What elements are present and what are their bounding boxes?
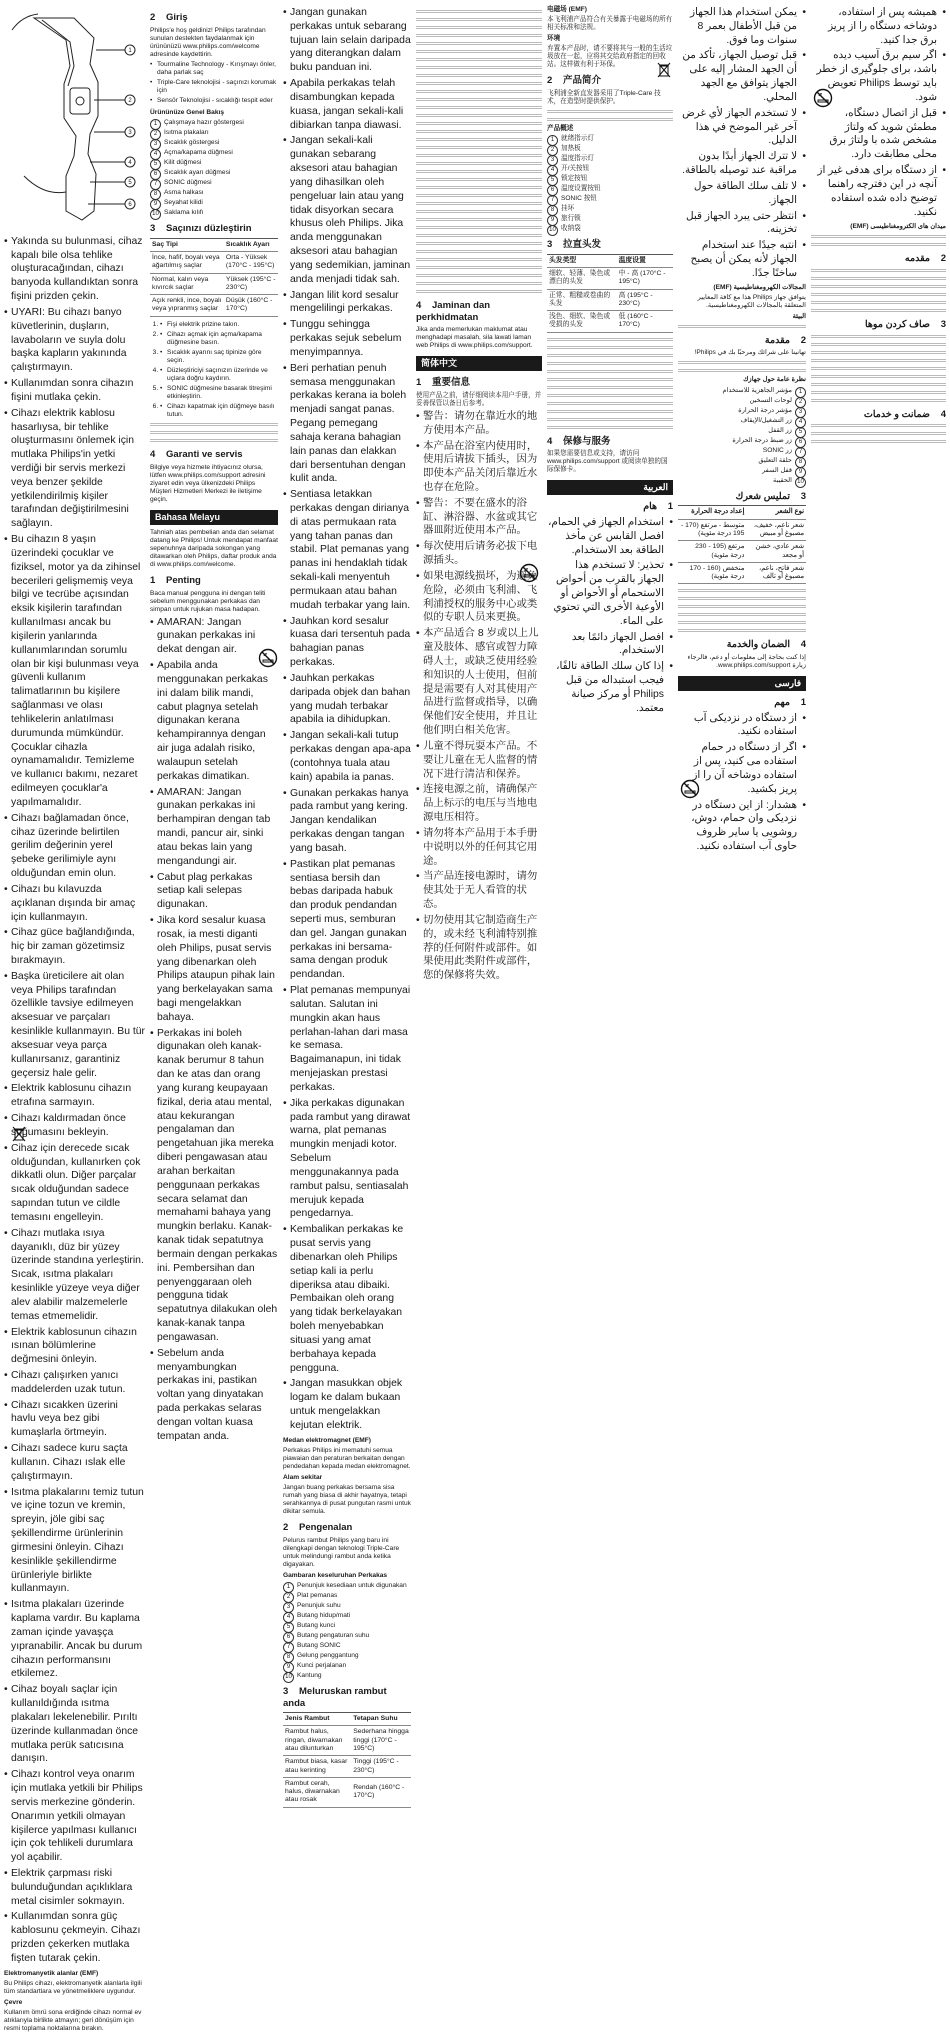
list-item: • Cihaz boyalı saçlar için kullanıldığında ısıtma plakaları lekelenebilir. Pırıltı üzerinde kullanmadan önce mutlaka perük satıcısına danışın. — [4, 1683, 145, 1766]
table-row: 正常、粗糙或卷曲的头发 高 (195°C - 230°C) — [547, 289, 673, 311]
chinese-important-text: 使用产品之前，请仔细阅读本用户手册，并妥善保管以备日后参考。 — [416, 391, 542, 407]
list-item: • Sensör Teknolojisi - sıcaklığı tespit eder — [150, 97, 278, 105]
list-item: 2 Plat pemanas — [283, 1592, 411, 1600]
list-item: • Apabila anda menggunakan perkakas ini dalam bilik mandi, cabut plagnya setelah digunakan kerana kehampirannya dengan air juga adalah risiko, walaupun setelah perkakas dimatikan. — [150, 659, 278, 783]
table-row: 浅色、细软、染色或受损的头发 低 (160°C - 170°C) — [547, 311, 673, 333]
list-item: • Jauhkan perkakas daripada objek dan bahan yang mudah terbakar apabila ia dihidupkan. — [283, 672, 411, 727]
list-item: • Cihazı kaldırmadan önce soğumasını bekleyin. — [4, 1112, 145, 1140]
list-item: • اگر از دستگاه در حمام استفاده می کنید، پس از استفاده دوشاخه آن را از پریز بکشید. — [678, 741, 806, 796]
list-item: • 5. SONIC düğmesine basarak titreşimi etkinleştirin. — [160, 385, 278, 401]
svg-text:1: 1 — [128, 48, 132, 54]
malay-emf-text: Perkakas Philips ini mematuhi semua piawaian dan peraturan berkaitan dengan pendedahan kepada medan elektromagnet. — [283, 1446, 411, 1470]
turkish-steps — [150, 321, 278, 419]
list-item: • AMARAN: Jangan gunakan perkakas ini dekat dengan air. — [150, 616, 278, 657]
farsi-emf-title: میدان های الکترومغناطیسی (EMF) — [850, 223, 946, 231]
list-item: • لا تلف سلك الطاقة حول الجهاز. — [678, 180, 806, 208]
list-item: • Jauhkan kord sesalur kuasa dari tersentuh pada bahagian panas perkakas. — [283, 615, 411, 670]
list-item: • Pastikan plat pemanas sentiasa bersih dan bebas daripada habuk dan produk pendandan seperti mus, semburan dan gel. Jangan gunakan perkakas ini bersama-sama dengan produk pendandan. — [283, 858, 411, 982]
chinese-emf-title: 电磁场 (EMF) — [547, 6, 587, 13]
list-item: 9 旅行锁 — [547, 215, 673, 223]
chinese-env-text: 弃置本产品时，请不要将其与一般的生活垃圾放在一起，应将其交给政府指定的回收站。这样做有利于环保。 — [547, 45, 673, 69]
arabic-section-3-heading: 3تمليس شعرك — [735, 490, 806, 502]
list-item: 7 زر SONIC — [678, 447, 806, 455]
list-item: 9 Kunci perjalanan — [283, 1662, 411, 1670]
arabic-section-1-heading: 1هام — [643, 501, 673, 513]
list-item: • Beri perhatian penuh semasa menggunakan perkakas kerana ia boleh menjadi sangat panas. Pegang pemegang sahaja kerana bahagian lain panas dan elakkan dari bersentuhan dengan kulit anda. — [283, 362, 411, 486]
malay-temperature-table — [283, 1712, 411, 1808]
table-row: شعر ناعم، خفيف، مصبوغ أو مبيض متوسط - مرتفع (170 - 195 درجة مئوية) — [678, 519, 806, 541]
malay-safety-list-a — [150, 616, 278, 1444]
list-item: • Plat pemanas mempunyai salutan. Salutan ini mungkin akan haus perlahan-lahan dari masa ke semasa. Bagaimanapun, ini tidak menjejaskan prestasi perkakas. — [283, 984, 411, 1095]
malay-intro-text: Pelurus rambut Philips yang baru ini dilengkapi dengan teknologi Triple-Care untuk melindungi rambut anda ketika digayakan. — [283, 1536, 400, 1568]
turkish-emf-title: Elektromanyetik alanlar (EMF) — [4, 1969, 99, 1977]
malay-intro: Tahniah atas pembelian anda dan selamat datang ke Philips! Untuk mendapat manfaat sepenuhnya daripada sokongan yang ditawarkan oleh Philips, daftar produk anda di www.philips.com/welcome. — [150, 528, 278, 568]
malay-section-1-heading: 1 Penting — [150, 574, 201, 586]
list-item: • 如果电源线损坏，为避免危险，必须由飞利浦、飞利浦授权的服务中心或类似的专职人员来更换。 — [416, 570, 542, 625]
list-item: • Cihazı bağlamadan önce, cihaz üzerinde belirtilen gerilim değerinin yerel şebeke gerilimiyle aynı olduğundan emin olun. — [4, 812, 145, 881]
malay-safety-list-b — [283, 6, 411, 1433]
table-header: نوع الشعر — [746, 506, 806, 519]
list-item: 1 就绪指示灯 — [547, 135, 673, 143]
list-item: 2 لوحات التسخين — [678, 397, 806, 405]
arabic-section-2-heading: 2مقدمة — [764, 334, 806, 346]
list-item: • Cihazı bu kılavuzda açıklanan dışında bir amaç için kullanmayın. — [4, 883, 145, 924]
turkish-features — [150, 61, 278, 105]
list-item: • 本产品在浴室内使用时，使用后请拔下插头，因为即使本产品关闭后靠近水也存在危险。 — [416, 440, 542, 495]
arabic-intro-text: تهانينا على شرائك ومرحبًا بك في Philips! — [694, 349, 806, 357]
svg-text:6: 6 — [128, 202, 132, 208]
farsi-section-4-heading: 4ضمانت و خدمات — [863, 408, 946, 420]
list-item: • Cihazı mutlaka ısıya dayanıklı, düz bir yüzey üzerinde standına yerleştirin. Sıcak, ısıtma plakaları kesinlikle yüzeye veya diğer alev alabilir malzemelerle temas etmemelidir. — [4, 1227, 145, 1324]
list-item: 4 Butang hidup/mati — [283, 1612, 411, 1620]
crossed-bin-icon — [657, 62, 671, 78]
list-item: 1 Çalışmaya hazır göstergesi — [150, 119, 278, 127]
list-item: 8 حلقة التعليق — [678, 457, 806, 465]
list-item: • Tourmaline Technology - Kırışmayı önler, daha parlak saç — [150, 61, 278, 77]
list-item: 9 قفل السفر — [678, 467, 806, 475]
malay-parts-title: Gambaran keseluruhan Perkakas — [283, 1571, 388, 1579]
table-header: Saç Tipi — [150, 238, 224, 251]
chinese-parts-list — [547, 135, 673, 233]
list-item: • UYARI: Bu cihazı banyo küvetlerinin, duşların, lavaboların ve suyla dolu başka kapların yakınında çalıştırmayın. — [4, 306, 145, 375]
turkish-column-1 — [4, 6, 145, 2032]
arabic-safety-list — [547, 516, 673, 716]
no-bath-warning-icon — [519, 563, 539, 583]
list-item: • Kembalikan perkakas ke pusat servis yang dibenarkan oleh Philips setiap kali ia perlu diperiksa atau dibaiki. Pembaikan oleh orang yang tidak berkelayakan boleh menyebabkan situasi yang amat berbahaya kepada pengguna. — [283, 1223, 411, 1375]
chinese-section-1-heading: 1 重要信息 — [416, 377, 471, 389]
table-header: Tetapan Suhu — [351, 1713, 411, 1726]
arabic-parts-list — [678, 387, 806, 485]
list-item: • Elektrik kablosunu cihazın etrafına sarmayın. — [4, 1082, 145, 1110]
list-item: • از دستگاه برای هدفی غیر از آنچه در این دفترچه راهنما توضیح داده شده استفاده نکنید. — [811, 164, 946, 219]
chinese-warranty-text: 如果您需要信息或支持，请访问 www.philips.com/support 或阅读单独的国际保修卡。 — [547, 450, 668, 474]
list-item: • Kullanımdan sonra cihazın fişini mutlaka çekin. — [4, 377, 145, 405]
list-item: • Jika perkakas digunakan pada rambut yang dirawat warna, plat pemanas mungkin menjadi kotor. Sebelum menggunakannya pada rambut palsu, sentiasalah merujuk kepada pengedarnya. — [283, 1097, 411, 1221]
list-item: • Jangan masukkan objek logam ke dalam bukaan untuk mengelakkan kejutan elektrik. — [283, 1377, 411, 1432]
list-item: 2 加热板 — [547, 145, 673, 153]
list-item: • Jangan sekali-kali gunakan sebarang aksesori atau bahagian yang dihasilkan oleh pengeluar lain atau yang tidak disyorkan secara khusus oleh Philips. Jika anda menggunakan aksesori atau bahagian yang sedemikian, jaminan anda menjadi tidak sah. — [283, 134, 411, 286]
table-row: شعر فاتح، ناعم، مصبوغ أو تالف منخفض (160 - 170 درجة مئوية) — [678, 562, 806, 584]
list-item: 8 Asma halkası — [150, 189, 278, 197]
list-item: • Cihazı sıcakken üzerini havlu veya bez gibi kumaşlarla örtmeyin. — [4, 1399, 145, 1440]
list-item: 4 开/关按钮 — [547, 165, 673, 173]
turkish-section-2-heading: 2 Giriş — [150, 12, 188, 23]
list-item: 10 Saklama kılıfı — [150, 209, 278, 217]
list-item: • 儿童不得玩耍本产品。不要让儿童在无人监督的情况下进行清洁和保养。 — [416, 740, 542, 781]
list-item: 1 مؤشر الجاهزية للاستخدام — [678, 387, 806, 395]
list-item: • انتظر حتى يبرد الجهاز قبل تخزينه. — [678, 210, 806, 238]
malay-emf-title: Medan elektromagnet (EMF) — [283, 1436, 371, 1444]
list-item: 7 SONIC 按钮 — [547, 195, 673, 203]
list-item: • 每次使用后请务必拔下电源插头。 — [416, 540, 542, 568]
list-item: • Isıtma plakalarını temiz tutun ve içine tozun ve kremin, spreyin, jöle gibi saç şekillendirme ürünlerinin girmesini önleyin. Cihazı kesinlikle şekillendirme ürünleriyle birlikte kullanmayın. — [4, 1486, 145, 1597]
farsi-section-3-heading: 3صاف کردن موها — [865, 319, 946, 331]
table-header: 温度设置 — [617, 254, 673, 267]
list-item: • Elektrik çarpması riski bulunduğundan açıklıklara metal cisimler sokmayın. — [4, 1867, 145, 1908]
list-item: 2 Isıtma plakaları — [150, 129, 278, 137]
list-item: • 警告：请勿在靠近水的地方使用本产品。 — [416, 410, 542, 438]
list-item: • اگر سیم برق آسیب دیده باشد، برای جلوگیری از خطر باید توسط Philips تعویض شود. — [811, 49, 946, 104]
list-item: • Jika kord sesalur kuasa rosak, ia mesti diganti oleh Philips, pusat servis yang dibenarkan oleh Philips ataupun pihak lain yang berkelayakan sama bagi mengelakkan bahaya. — [150, 914, 278, 1025]
list-item: • قبل از اتصال دستگاه، مطمئن شوید که ولتاژ مشخص شده با ولتاژ برق محلی مطابقت دارد. — [811, 107, 946, 162]
list-item: • Gunakan perkakas hanya pada rambut yang kering. Jangan kendalikan perkakas dengan tangan yang basah. — [283, 787, 411, 856]
arabic-column — [678, 6, 806, 1146]
list-item: • 2. Cihazı açmak için açma/kapama düğmesine basın. — [160, 331, 278, 347]
chinese-section-3-heading: 3 拉直头发 — [547, 239, 602, 251]
list-item: • Başka üreticilere ait olan veya Philips tarafından özellikle tavsiye edilmeyen aksesuar ve parçaları kesinlikle kullanmayın. Bu tür aksesuar veya parça kullanırsanız, garantiniz geçersiz hale gelir. — [4, 970, 145, 1081]
list-item: 5 Butang kunci — [283, 1622, 411, 1630]
arabic-warranty-text: إذا كنت بحاجة إلى معلومات أو دعم، فالرجاء زيارة www.philips.com/support. — [687, 653, 806, 669]
table-row: Rambut halus, ringan, diwarnakan atau dilunturkan Sederhana hingga tinggi (170°C - 195°C) — [283, 1726, 411, 1756]
list-item: • Jangan lilit kord sesalur mengelilingi perkakas. — [283, 289, 411, 317]
list-item: 3 Sıcaklık göstergesi — [150, 139, 278, 147]
list-item: • Perkakas ini boleh digunakan oleh kanak-kanak berumur 8 tahun dan ke atas dan orang yang kurang keupayaan fizikal, deria atau mental, atau kekurangan pengalaman dan pengetahuan jika mereka diberi pengawasan atau arahan berkaitan penggunaan perkakas secara selamat dan memahami bahaya yang mungkin berlaku. Kanak-kanak tidak sepatutnya bermain dengan perkakas ini. Pembersihan dan penyenggaraan oleh pengguna tidak sepatutnya dilakukan oleh kanak-kanak tanpa pengawasan. — [150, 1027, 278, 1345]
table-row: Açık renkli, ince, boyalı veya yıpranmış saçlar Düşük (160°C - 170°C) — [150, 295, 278, 317]
turkish-column-2 — [150, 6, 278, 1442]
farsi-language-band: فارسی — [678, 676, 806, 691]
no-bath-warning-icon — [680, 779, 700, 799]
table-header: Sıcaklık Ayarı — [224, 238, 278, 251]
list-item: • Elektrik kablosunun cihazın ısınan bölümlerine değmesini önleyin. — [4, 1326, 145, 1367]
list-item: • Cabut plag perkakas setiap kali selepas digunakan. — [150, 871, 278, 912]
arabic-section-4-heading: 4الضمان والخدمة — [726, 639, 806, 651]
farsi-section-1-heading: 1مهم — [774, 696, 806, 708]
list-item: • Sebelum anda menyambungkan perkakas ini, pastikan voltan yang dinyatakan pada perkakas selaras dengan voltan kuasa tempatan anda. — [150, 1347, 278, 1444]
chinese-section-2-heading: 2 产品简介 — [547, 75, 602, 87]
list-item: 7 Butang SONIC — [283, 1642, 411, 1650]
table-header: إعداد درجة الحرارة — [678, 506, 746, 519]
table-row: Normal, kalın veya kıvırcık saçlar Yüksek (195°C - 230°C) — [150, 273, 278, 295]
turkish-intro: Philips'e hoş geldiniz! Philips tarafından sunulan destekten faydalanmak için ürününüzü www.philips.com/welcome adresinde kaydettirin. — [150, 26, 266, 58]
hair-straightener-illustration — [4, 6, 145, 228]
list-item: • Triple-Care teknolojisi - saçınızı korumak için — [150, 79, 278, 95]
malay-env-text: Jangan buang perkakas bersama sisa rumah yang biasa di akhir hayatnya, tetapi serahkannya di pusat pungutan rasmi untuk dikitar semula. — [283, 1483, 411, 1515]
malay-section-4-heading: 4 Jaminan dan perkhidmatan — [416, 300, 491, 323]
turkish-parts-title: Ürününüze Genel Bakış — [150, 108, 225, 116]
list-item: • استخدام الجهاز في الحمام، افصل القابس عن مأخذ الطاقة بعد الاستخدام. — [547, 516, 673, 557]
list-item: 6 Butang pengaturan suhu — [283, 1632, 411, 1640]
list-item: • 4. Düzleştiriciyi saçınızın üzerinde ve uçlara doğru kaydırın. — [160, 367, 278, 383]
chinese-env-title: 环境 — [547, 35, 561, 43]
turkish-env-text: Kullanım ömrü sona erdiğinde cihazı normal ev atıklarıyla birlikte atmayın; geri dönüşüm için resmi toplama noktalarına bırakın. — [4, 2008, 142, 2032]
list-item: • Isıtma plakaları üzerinde kaplama vardır. Bu kaplama zaman içinde yavaşça yıpranabilir. Ancak bu durum cihazın performansını etkilemez. — [4, 1598, 145, 1681]
list-item: • Cihazı elektrik kablosu hasarlıysa, bir tehlike oluşturmasını önlemek için mutlaka Philips'in yetki verdiği bir servis merkezi veya benzer şekilde yetkilendirilmiş kişiler tarafından değiştirilmesini sağlayın. — [4, 407, 145, 531]
list-item: • 请勿将本产品用于本手册中说明以外的任何其它用途。 — [416, 827, 542, 868]
table-header: 头发类型 — [547, 254, 617, 267]
chinese-intro-text: 飞利浦全新直发器采用了Triple-Care 技术，在造型时提供保护。 — [547, 89, 661, 105]
malay-section-3-heading: 3 Meluruskan rambut anda — [283, 1685, 387, 1709]
chinese-emf-text: 本飞利浦产品符合有关暴露于电磁场的所有相关标准和法规。 — [547, 16, 673, 32]
table-row: شعر عادي، خشن أو مجعد مرتفع (195 - 230 درجة مئوية) — [678, 541, 806, 563]
chinese-language-band: 简体中文 — [416, 356, 542, 371]
list-item: • هشدار: از این دستگاه در نزدیکی وان حمام، دوش، روشویی یا سایر ظروف حاوی آب استفاده نکنید. — [678, 799, 806, 854]
list-item: • Yakında su bulunmasi, cihaz kapalı bile olsa tehlike oluşturacağından, cihazı banyoda kullandıktan sonra fişini prizden çekin. — [4, 235, 145, 304]
list-item: • إذا كان سلك الطاقة تالفًا، فيجب استبداله من قبل Philips أو مركز صيانة معتمد. — [547, 660, 673, 715]
list-item: • Tunggu sehingga perkakas sejuk sebelum menyimpannya. — [283, 318, 411, 359]
list-item: • 当产品连接电源时，请勿使其处于无人看管的状态。 — [416, 870, 542, 911]
list-item: 8 Gelung penggantung — [283, 1652, 411, 1660]
list-item: • Kullanımdan sonra güç kablosunu çekmeyin. Cihazı prizden çekerken mutlaka fişten tutarak çekin. — [4, 1910, 145, 1965]
svg-text:2: 2 — [128, 98, 132, 104]
arabic-env-title: البيئة — [792, 312, 806, 320]
list-item: • 本产品适合 8 岁或以上儿童及肢体、感官或智力障碍人士，或缺乏使用经验和知识的人士使用，但前提是需要有人对其使用产品进行监督或指导，以确保他们安全使用，并且让他们明白相关危害。 — [416, 627, 542, 738]
list-item: • لا تترك الجهاز أبدًا بدون مراقبة عند توصيله بالطاقة. — [678, 150, 806, 178]
arabic-parts-title: نظرة عامة حول جهازك — [743, 376, 806, 384]
turkish-section-3-heading: 3 Saçınızı düzleştirin — [150, 223, 252, 235]
arabic-safety-list-b — [678, 6, 806, 281]
list-item: • 3. Sıcaklık ayarını saç tipinize göre seçin. — [160, 349, 278, 365]
list-item: 6 温度设置按钮 — [547, 185, 673, 193]
malay-parts-list — [283, 1582, 411, 1680]
list-item: 9 Seyahat kilidi — [150, 199, 278, 207]
malay-warranty-text: Jika anda memerlukan maklumat atau menghadapi masalah, sila lawati laman web Philips di www.philips.com/support. — [416, 326, 533, 350]
list-item: 4 Açma/kapama düğmesi — [150, 149, 278, 157]
arabic-emf-title: المجالات الكهرومغناطيسية (EMF) — [713, 283, 806, 291]
list-item: • Bu cihazın 8 yaşın üzerindeki çocuklar ve fiziksel, motor ya da zihinsel becerileri gelişmemiş veya bilgi ve tecrübe açısından eksik kişilerin tarafından kullanılması ancak bu kişilerin yanlarında kullanımlarından sorumlu olan bir kişi bulunması veya güvenli kullanım talimatlarının bu kişilere sağlanması ve olası tehlikelerin anlatılması durumunda mümkündür. Çocuklar cihazla oynamamalıdır. Temizleme ve kullanıcı bakımı, nezaret edilmeyen çocuklar'a yapılmamalıdır. — [4, 533, 145, 810]
no-bath-warning-icon — [258, 648, 278, 668]
list-item: 6 Sıcaklık ayarı düğmesi — [150, 169, 278, 177]
list-item: • Apabila perkakas telah disambungkan kepada kuasa, jangan sekali-kali dibiarkan tanpa diawasi. — [283, 77, 411, 132]
list-item: 3 مؤشر درجة الحرارة — [678, 407, 806, 415]
table-header: Jenis Rambut — [283, 1713, 351, 1726]
turkish-emf-text: Bu Philips cihazı, elektromanyetik alanlarla ilgili tüm standartlara ve yönetmeliklere uygundur. — [4, 1979, 142, 1995]
table-row: İnce, hafif, boyalı veya ağartılmış saçlar Orta - Yüksek (170°C - 195°C) — [150, 252, 278, 274]
list-item: • لا تستخدم الجهاز لأي غرض آخر غير الموضح في هذا الدليل. — [678, 107, 806, 148]
turkish-safety-list — [4, 235, 145, 1966]
svg-text:3: 3 — [128, 130, 132, 136]
list-item: 10 الحقيبة — [678, 477, 806, 485]
list-item: 5 锁定按钮 — [547, 175, 673, 183]
arabic-language-band: العربية — [547, 480, 673, 495]
arabic-emf-text: يتوافق جهاز Philips هذا مع كافة المعايير المتعلقة بالمجالات الكهرومغناطيسية. — [697, 293, 806, 309]
turkish-section-4-heading: 4 Garanti ve servis — [150, 449, 243, 461]
turkish-env-title: Çevre — [4, 1998, 23, 2006]
no-bath-warning-icon — [813, 88, 833, 108]
list-item: • تحذير: لا تستخدم هذا الجهاز بالقرب من أحواض الاستحمام أو الأحواض أو الأوعية الأخرى التي تحتوي على الماء. — [547, 559, 673, 628]
list-item: • AMARAN: Jangan gunakan perkakas ini berhampiran dengan tab mandi, pancur air, sinki atau bekas lain yang mengandungi air. — [150, 786, 278, 869]
list-item: • افصل الجهاز دائمًا بعد الاستخدام. — [547, 631, 673, 659]
malay-section-2-heading: 2 Pengenalan — [283, 1521, 353, 1533]
crossed-bin-icon — [12, 1126, 26, 1142]
list-item: • Cihazı çalışırken yanıcı maddelerden uzak tutun. — [4, 1369, 145, 1397]
table-row: 细软、轻薄、染色或漂白的头发 中 - 高 (170°C - 195°C) — [547, 268, 673, 290]
list-item: • Cihaz güce bağlandığında, hiç bir zaman gözetimsiz bırakmayın. — [4, 926, 145, 967]
malay-language-band: Bahasa Melayu — [150, 510, 278, 525]
list-item: • 切勿使用其它制造商生产的，或未经飞利浦特别推荐的任何附件或部件。如果使用此类附件或部件，您的保修将失效。 — [416, 914, 542, 983]
chinese-section-4-heading: 4 保修与服务 — [547, 435, 611, 447]
list-item: • Jangan gunakan perkakas untuk sebarang tujuan lain selain daripada yang diterangkan dalam buku panduan ini. — [283, 6, 411, 75]
turkish-parts-list — [150, 119, 278, 217]
list-item: • 警告：不要在盛水的浴缸、淋浴器、水盆或其它器皿附近使用本产品。 — [416, 497, 542, 538]
list-item: • همیشه پس از استفاده، دوشاخه دستگاه را از پریز برق جدا کنید. — [811, 6, 946, 47]
chinese-parts-title: 产品概述 — [547, 124, 574, 132]
malay-important-text: Baca manual pengguna ini dengan teliti sebelum menggunakan perkakas dan simpan untuk rujukan masa hadapan. — [150, 589, 266, 613]
list-item: • انتبه جيدًا عند استخدام الجهاز لأنه يمكن أن يصبح ساخنًا جدًا. — [678, 239, 806, 280]
list-item: • يمكن استخدام هذا الجهاز من قبل الأطفال بعمر 8 سنوات وما فوق. — [678, 6, 806, 47]
list-item: 7 SONIC düğmesi — [150, 179, 278, 187]
list-item: • Cihazı kontrol veya onarım için mutlaka yetkili bir Philips servis merkezine gönderin. Onarımın yetkili olmayan kişilerce yapılması kullanıcı için çok tehlikeli durumlara yol açabilir. — [4, 1768, 145, 1865]
chinese-temperature-table — [547, 254, 673, 333]
turkish-temperature-table — [150, 238, 278, 317]
list-item: 10 Kantung — [283, 1672, 411, 1680]
list-item: 3 Penunjuk suhu — [283, 1602, 411, 1610]
list-item: 5 Kilit düğmesi — [150, 159, 278, 167]
list-item: • قبل توصيل الجهاز، تأكد من أن الجهد المشار إليه على الجهاز يتوافق مع الجهد المحلي. — [678, 49, 806, 104]
list-item: 3 温度指示灯 — [547, 155, 673, 163]
list-item: 8 挂环 — [547, 205, 673, 213]
list-item: • 1. Fişi elektrik prizine takın. — [160, 321, 278, 329]
chinese-column — [547, 6, 673, 1146]
list-item: • Jangan sekali-kali tutup perkakas dengan apa-apa (contohnya tuala atau kain) apabila ia panas. — [283, 729, 411, 784]
list-item: • 6. Cihazı kapatmak için düğmeye basılı tutun. — [160, 403, 278, 419]
turkish-warranty-text: Bilgiye veya hizmete ihtiyacınız olursa, lütfen www.philips.com/support adresini ziyaret edin veya ülkenizdeki Philips Müşteri Hizmetleri Merkezi ile iletişime geçin. — [150, 463, 266, 503]
list-item: 6 زر ضبط درجة الحرارة — [678, 437, 806, 445]
chinese-safety-list-a — [416, 410, 542, 983]
arabic-temperature-table — [678, 505, 806, 584]
list-item: 4 زر التشغيل/الإيقاف — [678, 417, 806, 425]
svg-text:5: 5 — [128, 180, 132, 186]
list-item: 10 收纳袋 — [547, 225, 673, 233]
list-item: • 连接电源之前，请确保产品上标示的电压与当地电源电压相符。 — [416, 783, 542, 824]
malay-column — [283, 6, 411, 1804]
farsi-column — [811, 6, 946, 1146]
list-item: • Cihaz için derecede sıcak olduğundan, kullanırken çok dikkatli olun. Diğer parçalar sıcak olduğundan sadece sapından tutun ve cildle temasını engelleyin. — [4, 1142, 145, 1225]
svg-text:4: 4 — [128, 160, 132, 166]
farsi-section-2-heading: 2مقدمه — [904, 253, 946, 265]
farsi-safety-list-b — [811, 6, 946, 219]
list-item: 5 زر القفل — [678, 427, 806, 435]
list-item: 1 Penunjuk kesediaan untuk digunakan — [283, 1582, 411, 1590]
list-item: • Cihazı sadece kuru saçta kullanın. Cihazı ıslak elle çalıştırmayın. — [4, 1442, 145, 1483]
list-item: • Sentiasa letakkan perkakas dengan dirianya di atas permukaan rata yang tahan panas dan stabil. Plat pemanas yang panas ini hendaklah tidak sekali-kali menyentuh permukaan atau bahan mudah terbakar yang lain. — [283, 488, 411, 612]
list-item: • از دستگاه در نزدیکی آب استفاده نکنید. — [678, 712, 806, 740]
table-row: Rambut biasa, kasar atau kerinting Tinggi (195°C - 230°C) — [283, 1756, 411, 1778]
table-row: Rambut cerah, halus, diwarnakan atau rosak Rendah (160°C - 170°C) — [283, 1777, 411, 1807]
malay-env-title: Alam sekitar — [283, 1473, 323, 1481]
